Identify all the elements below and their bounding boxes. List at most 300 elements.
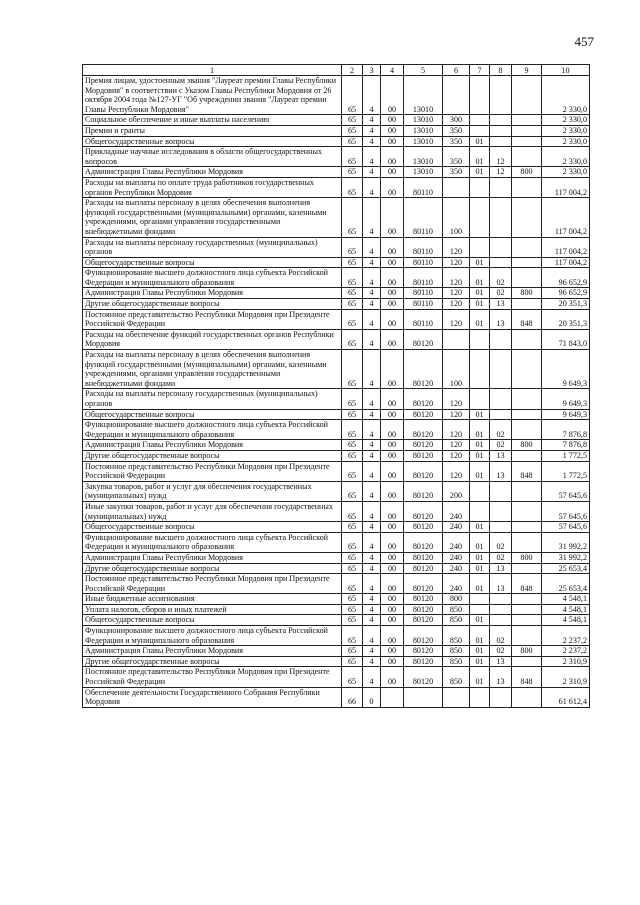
row-code-7: 01 <box>470 626 490 646</box>
row-description: Другие общегосударственные вопросы <box>83 656 342 667</box>
row-code-5: 80120 <box>404 481 443 501</box>
row-code-6: 240 <box>443 522 470 533</box>
row-code-6: 120 <box>443 309 470 329</box>
row-code-5: 80120 <box>404 574 443 594</box>
row-code-2: 65 <box>342 115 363 126</box>
row-code-7: 01 <box>470 288 490 299</box>
row-code-9 <box>512 409 542 420</box>
row-code-4: 00 <box>381 594 404 605</box>
row-code-6: 240 <box>443 552 470 563</box>
row-code-3: 0 <box>363 687 381 707</box>
table-row <box>83 615 590 626</box>
row-code-2: 65 <box>342 76 363 115</box>
row-code-2: 65 <box>342 563 363 574</box>
row-code-6: 120 <box>443 409 470 420</box>
row-code-5: 80120 <box>404 389 443 409</box>
row-code-2: 65 <box>342 626 363 646</box>
row-code-8: 13 <box>490 574 512 594</box>
table-row <box>83 389 590 409</box>
row-code-8: 12 <box>490 147 512 167</box>
row-code-9: 800 <box>512 552 542 563</box>
row-code-5 <box>404 687 443 707</box>
row-code-9 <box>512 125 542 136</box>
row-code-5: 80110 <box>404 237 443 257</box>
row-code-8: 02 <box>490 268 512 288</box>
row-description: Администрация Главы Республики Мордовия <box>83 552 342 563</box>
row-description: Иные бюджетные ассигнования <box>83 594 342 605</box>
row-code-2: 65 <box>342 615 363 626</box>
row-amount: 20 351,3 <box>542 309 590 329</box>
row-code-8: 02 <box>490 288 512 299</box>
row-code-6: 100 <box>443 198 470 237</box>
row-code-8 <box>490 594 512 605</box>
row-code-6: 240 <box>443 501 470 521</box>
row-code-7: 01 <box>470 563 490 574</box>
row-code-5: 13010 <box>404 115 443 126</box>
row-code-8: 02 <box>490 552 512 563</box>
row-code-5: 80120 <box>404 594 443 605</box>
row-code-6 <box>443 687 470 707</box>
row-code-3: 4 <box>363 461 381 481</box>
row-code-3: 4 <box>363 574 381 594</box>
row-code-7 <box>470 198 490 237</box>
row-code-7 <box>470 687 490 707</box>
row-code-2: 65 <box>342 481 363 501</box>
row-description: Расходы на обеспечение функций государственных органов Республики Мордовия <box>83 329 342 349</box>
row-amount: 7 876,8 <box>542 420 590 440</box>
row-code-5: 80120 <box>404 667 443 687</box>
row-code-6: 120 <box>443 450 470 461</box>
row-code-8: 13 <box>490 656 512 667</box>
row-amount: 57 645,6 <box>542 501 590 521</box>
row-code-3: 4 <box>363 268 381 288</box>
row-code-7: 01 <box>470 667 490 687</box>
row-code-7: 01 <box>470 299 490 310</box>
row-description: Расходы на выплаты по оплате труда работников государственных органов Республики Мордовия <box>83 177 342 197</box>
row-description: Другие общегосударственные вопросы <box>83 450 342 461</box>
row-code-8: 02 <box>490 420 512 440</box>
row-code-7 <box>470 329 490 349</box>
row-code-3: 4 <box>363 667 381 687</box>
table-body <box>83 76 590 708</box>
row-code-2: 65 <box>342 574 363 594</box>
row-code-5: 80120 <box>404 409 443 420</box>
row-amount: 31 992,2 <box>542 532 590 552</box>
row-code-8 <box>490 501 512 521</box>
row-code-2: 65 <box>342 667 363 687</box>
row-code-7: 01 <box>470 522 490 533</box>
row-code-8 <box>490 237 512 257</box>
row-description: Расходы на выплаты персоналу в целях обеспечения выполнения функций государственными (муниципальными) органами, казенными учреждениями, органами управления государственными внебюджетными фондами <box>83 198 342 237</box>
row-code-3: 4 <box>363 563 381 574</box>
table-row <box>83 198 590 237</box>
row-code-6: 240 <box>443 563 470 574</box>
row-code-3: 4 <box>363 136 381 147</box>
row-code-2: 65 <box>342 329 363 349</box>
row-amount: 96 652,9 <box>542 268 590 288</box>
row-code-2: 65 <box>342 136 363 147</box>
row-code-6: 120 <box>443 440 470 451</box>
row-amount: 1 772,5 <box>542 450 590 461</box>
row-code-3: 4 <box>363 615 381 626</box>
row-amount: 1 772,5 <box>542 461 590 481</box>
column-header-9: 9 <box>512 65 542 76</box>
row-code-8: 13 <box>490 461 512 481</box>
row-code-2: 65 <box>342 594 363 605</box>
row-code-9 <box>512 594 542 605</box>
row-code-3: 4 <box>363 177 381 197</box>
row-code-6: 120 <box>443 461 470 481</box>
row-amount: 2 237,2 <box>542 646 590 657</box>
table-row <box>83 147 590 167</box>
row-code-3: 4 <box>363 389 381 409</box>
row-code-9 <box>512 76 542 115</box>
row-code-5: 80120 <box>404 461 443 481</box>
row-code-3: 4 <box>363 501 381 521</box>
row-description: Постоянное представительство Республики Мордовия при Президенте Российской Федерации <box>83 667 342 687</box>
row-amount: 96 652,9 <box>542 288 590 299</box>
row-code-9 <box>512 450 542 461</box>
row-code-7 <box>470 177 490 197</box>
table-row <box>83 420 590 440</box>
row-code-6: 200 <box>443 481 470 501</box>
row-code-4: 00 <box>381 147 404 167</box>
row-code-9: 848 <box>512 574 542 594</box>
row-code-6: 850 <box>443 626 470 646</box>
row-code-7: 01 <box>470 257 490 268</box>
row-description: Премия лицам, удостоенным звания "Лауреат премии Главы Республики Мордовия" в соответствии с Указом Главы Республики Мордовия от 26 октября 2004 года №127-УГ "Об учреждении звания "Лауреат премии Главы Республики Мордовия" <box>83 76 342 115</box>
table-row <box>83 288 590 299</box>
row-code-6: 120 <box>443 288 470 299</box>
row-code-5: 80120 <box>404 329 443 349</box>
row-code-3: 4 <box>363 115 381 126</box>
row-code-9 <box>512 532 542 552</box>
row-code-7: 01 <box>470 167 490 178</box>
row-description: Администрация Главы Республики Мордовия <box>83 167 342 178</box>
row-code-9 <box>512 522 542 533</box>
row-code-3: 4 <box>363 147 381 167</box>
row-code-9: 848 <box>512 461 542 481</box>
row-code-9 <box>512 268 542 288</box>
row-code-4: 00 <box>381 420 404 440</box>
row-description: Общегосударственные вопросы <box>83 522 342 533</box>
row-code-4: 00 <box>381 615 404 626</box>
row-amount: 2 330,0 <box>542 115 590 126</box>
row-code-9: 848 <box>512 667 542 687</box>
budget-table <box>82 64 590 708</box>
row-code-6: 120 <box>443 268 470 288</box>
row-code-4: 00 <box>381 257 404 268</box>
row-code-2: 65 <box>342 389 363 409</box>
row-code-9: 848 <box>512 309 542 329</box>
row-code-9 <box>512 257 542 268</box>
row-code-2: 65 <box>342 309 363 329</box>
column-header-8: 8 <box>490 65 512 76</box>
table-row <box>83 299 590 310</box>
row-code-5: 80120 <box>404 532 443 552</box>
row-code-4: 00 <box>381 563 404 574</box>
row-code-3: 4 <box>363 450 381 461</box>
row-amount: 2 330,0 <box>542 125 590 136</box>
table-row <box>83 76 590 115</box>
row-code-8 <box>490 76 512 115</box>
row-code-2: 65 <box>342 532 363 552</box>
row-code-2: 65 <box>342 646 363 657</box>
row-code-5: 80120 <box>404 350 443 389</box>
row-code-6: 240 <box>443 574 470 594</box>
row-code-5: 80120 <box>404 626 443 646</box>
row-code-8: 02 <box>490 646 512 657</box>
row-code-6: 850 <box>443 615 470 626</box>
row-description: Администрация Главы Республики Мордовия <box>83 646 342 657</box>
row-code-4: 00 <box>381 440 404 451</box>
row-code-4: 00 <box>381 481 404 501</box>
row-code-8 <box>490 350 512 389</box>
row-amount: 2 330,0 <box>542 167 590 178</box>
row-code-3: 4 <box>363 522 381 533</box>
table-row <box>83 350 590 389</box>
row-code-6: 850 <box>443 656 470 667</box>
row-code-2: 65 <box>342 198 363 237</box>
row-code-4: 00 <box>381 288 404 299</box>
row-code-9: 800 <box>512 288 542 299</box>
row-code-7 <box>470 481 490 501</box>
row-code-5: 13010 <box>404 76 443 115</box>
table-row <box>83 461 590 481</box>
row-description: Общегосударственные вопросы <box>83 136 342 147</box>
row-code-5: 80120 <box>404 440 443 451</box>
table-row <box>83 237 590 257</box>
row-code-9 <box>512 350 542 389</box>
row-code-5: 13010 <box>404 136 443 147</box>
row-code-6: 850 <box>443 604 470 615</box>
table-row <box>83 309 590 329</box>
row-code-2: 65 <box>342 147 363 167</box>
row-code-8: 13 <box>490 299 512 310</box>
row-code-3: 4 <box>363 594 381 605</box>
row-code-4: 00 <box>381 389 404 409</box>
row-code-7 <box>470 76 490 115</box>
page-number: 457 <box>574 34 594 49</box>
row-code-3: 4 <box>363 440 381 451</box>
table-row <box>83 481 590 501</box>
row-description: Функционирование высшего должностного лица субъекта Российской Федерации и муниципального образования <box>83 626 342 646</box>
row-code-4: 00 <box>381 450 404 461</box>
row-code-9 <box>512 237 542 257</box>
row-code-3: 4 <box>363 604 381 615</box>
row-code-7 <box>470 501 490 521</box>
row-code-5: 80120 <box>404 615 443 626</box>
row-code-8: 02 <box>490 532 512 552</box>
row-description: Расходы на выплаты персоналу государственных (муниципальных) органов <box>83 237 342 257</box>
row-code-6 <box>443 329 470 349</box>
row-amount: 9 649,3 <box>542 389 590 409</box>
row-code-4: 00 <box>381 198 404 237</box>
row-description: Иные закупки товаров, работ и услуг для обеспечения государственных (муниципальных) нужд <box>83 501 342 521</box>
row-code-8 <box>490 481 512 501</box>
row-code-7: 01 <box>470 574 490 594</box>
table-row <box>83 177 590 197</box>
row-code-8 <box>490 329 512 349</box>
row-code-2: 65 <box>342 288 363 299</box>
row-code-5: 80110 <box>404 257 443 268</box>
row-code-4: 00 <box>381 76 404 115</box>
row-code-4: 00 <box>381 501 404 521</box>
row-amount: 25 653,4 <box>542 574 590 594</box>
row-code-8 <box>490 687 512 707</box>
row-code-4: 00 <box>381 115 404 126</box>
row-code-7 <box>470 594 490 605</box>
row-code-6: 350 <box>443 136 470 147</box>
row-code-7: 01 <box>470 461 490 481</box>
row-code-4: 00 <box>381 409 404 420</box>
row-description: Постоянное представительство Республики Мордовия при Президенте Российской Федерации <box>83 574 342 594</box>
row-code-2: 65 <box>342 552 363 563</box>
table-row <box>83 167 590 178</box>
row-code-7: 01 <box>470 615 490 626</box>
row-code-5: 80110 <box>404 198 443 237</box>
column-header-1: 1 <box>83 65 342 76</box>
row-code-7: 01 <box>470 656 490 667</box>
row-code-9 <box>512 604 542 615</box>
row-code-3: 4 <box>363 409 381 420</box>
row-code-4: 00 <box>381 461 404 481</box>
row-code-8 <box>490 604 512 615</box>
row-code-8 <box>490 198 512 237</box>
table-row <box>83 329 590 349</box>
table-row <box>83 522 590 533</box>
row-code-4: 00 <box>381 309 404 329</box>
row-code-2: 65 <box>342 257 363 268</box>
table-row <box>83 594 590 605</box>
row-amount: 4 548,1 <box>542 615 590 626</box>
row-code-3: 4 <box>363 626 381 646</box>
row-code-4: 00 <box>381 532 404 552</box>
row-code-4: 00 <box>381 177 404 197</box>
row-code-7: 01 <box>470 409 490 420</box>
row-code-2: 65 <box>342 177 363 197</box>
row-code-2: 65 <box>342 604 363 615</box>
row-code-7: 01 <box>470 309 490 329</box>
row-amount: 117 004,2 <box>542 198 590 237</box>
row-code-7 <box>470 125 490 136</box>
row-code-9 <box>512 563 542 574</box>
row-code-9 <box>512 501 542 521</box>
row-description: Администрация Главы Республики Мордовия <box>83 440 342 451</box>
row-code-9 <box>512 687 542 707</box>
row-code-6: 350 <box>443 167 470 178</box>
row-code-7: 01 <box>470 450 490 461</box>
row-code-9 <box>512 656 542 667</box>
table-row <box>83 667 590 687</box>
row-code-9 <box>512 626 542 646</box>
row-amount: 2 237,2 <box>542 626 590 646</box>
row-code-3: 4 <box>363 125 381 136</box>
row-amount: 9 649,3 <box>542 409 590 420</box>
row-code-7: 01 <box>470 646 490 657</box>
row-code-8 <box>490 115 512 126</box>
row-code-5: 80120 <box>404 604 443 615</box>
row-amount: 2 310,9 <box>542 656 590 667</box>
row-description: Уплата налогов, сборов и иных платежей <box>83 604 342 615</box>
row-code-2: 65 <box>342 237 363 257</box>
row-amount: 71 843,0 <box>542 329 590 349</box>
row-code-8: 13 <box>490 667 512 687</box>
row-code-2: 65 <box>342 420 363 440</box>
row-code-8 <box>490 389 512 409</box>
row-code-5: 80110 <box>404 299 443 310</box>
column-header-4: 4 <box>381 65 404 76</box>
row-amount: 25 653,4 <box>542 563 590 574</box>
row-code-5: 13010 <box>404 167 443 178</box>
row-code-5: 80120 <box>404 450 443 461</box>
row-code-5: 80110 <box>404 177 443 197</box>
row-code-8: 02 <box>490 440 512 451</box>
row-code-3: 4 <box>363 257 381 268</box>
row-code-5: 80120 <box>404 522 443 533</box>
row-description: Постоянное представительство Республики Мордовия при Президенте Российской Федерации <box>83 461 342 481</box>
row-code-2: 65 <box>342 125 363 136</box>
table-row <box>83 409 590 420</box>
row-code-8: 13 <box>490 309 512 329</box>
table-row <box>83 563 590 574</box>
row-description: Общегосударственные вопросы <box>83 409 342 420</box>
row-code-3: 4 <box>363 552 381 563</box>
row-code-8: 13 <box>490 450 512 461</box>
table-row <box>83 257 590 268</box>
row-code-3: 4 <box>363 350 381 389</box>
row-code-9 <box>512 299 542 310</box>
row-code-5: 80120 <box>404 563 443 574</box>
row-code-2: 65 <box>342 409 363 420</box>
table-row <box>83 604 590 615</box>
row-code-4 <box>381 687 404 707</box>
row-code-8 <box>490 257 512 268</box>
row-code-9 <box>512 420 542 440</box>
row-code-5: 13010 <box>404 125 443 136</box>
table-row <box>83 115 590 126</box>
row-code-9: 800 <box>512 440 542 451</box>
row-code-6: 350 <box>443 147 470 167</box>
header-row <box>83 65 590 76</box>
row-description: Администрация Главы Республики Мордовия <box>83 288 342 299</box>
row-code-2: 65 <box>342 522 363 533</box>
row-code-5: 13010 <box>404 147 443 167</box>
row-code-3: 4 <box>363 481 381 501</box>
row-code-4: 00 <box>381 604 404 615</box>
row-code-3: 4 <box>363 329 381 349</box>
row-description: Расходы на выплаты персоналу государственных (муниципальных) органов <box>83 389 342 409</box>
row-amount: 61 612,4 <box>542 687 590 707</box>
row-code-6: 800 <box>443 594 470 605</box>
row-code-2: 65 <box>342 350 363 389</box>
table-row <box>83 532 590 552</box>
table-row <box>83 125 590 136</box>
column-header-2: 2 <box>342 65 363 76</box>
row-code-8 <box>490 125 512 136</box>
row-code-5: 80120 <box>404 646 443 657</box>
row-code-4: 00 <box>381 167 404 178</box>
row-code-6: 120 <box>443 257 470 268</box>
row-code-7 <box>470 115 490 126</box>
row-code-9 <box>512 177 542 197</box>
column-header-6: 6 <box>443 65 470 76</box>
row-code-4: 00 <box>381 136 404 147</box>
row-code-2: 65 <box>342 440 363 451</box>
table-row <box>83 268 590 288</box>
row-code-6 <box>443 76 470 115</box>
row-code-3: 4 <box>363 76 381 115</box>
